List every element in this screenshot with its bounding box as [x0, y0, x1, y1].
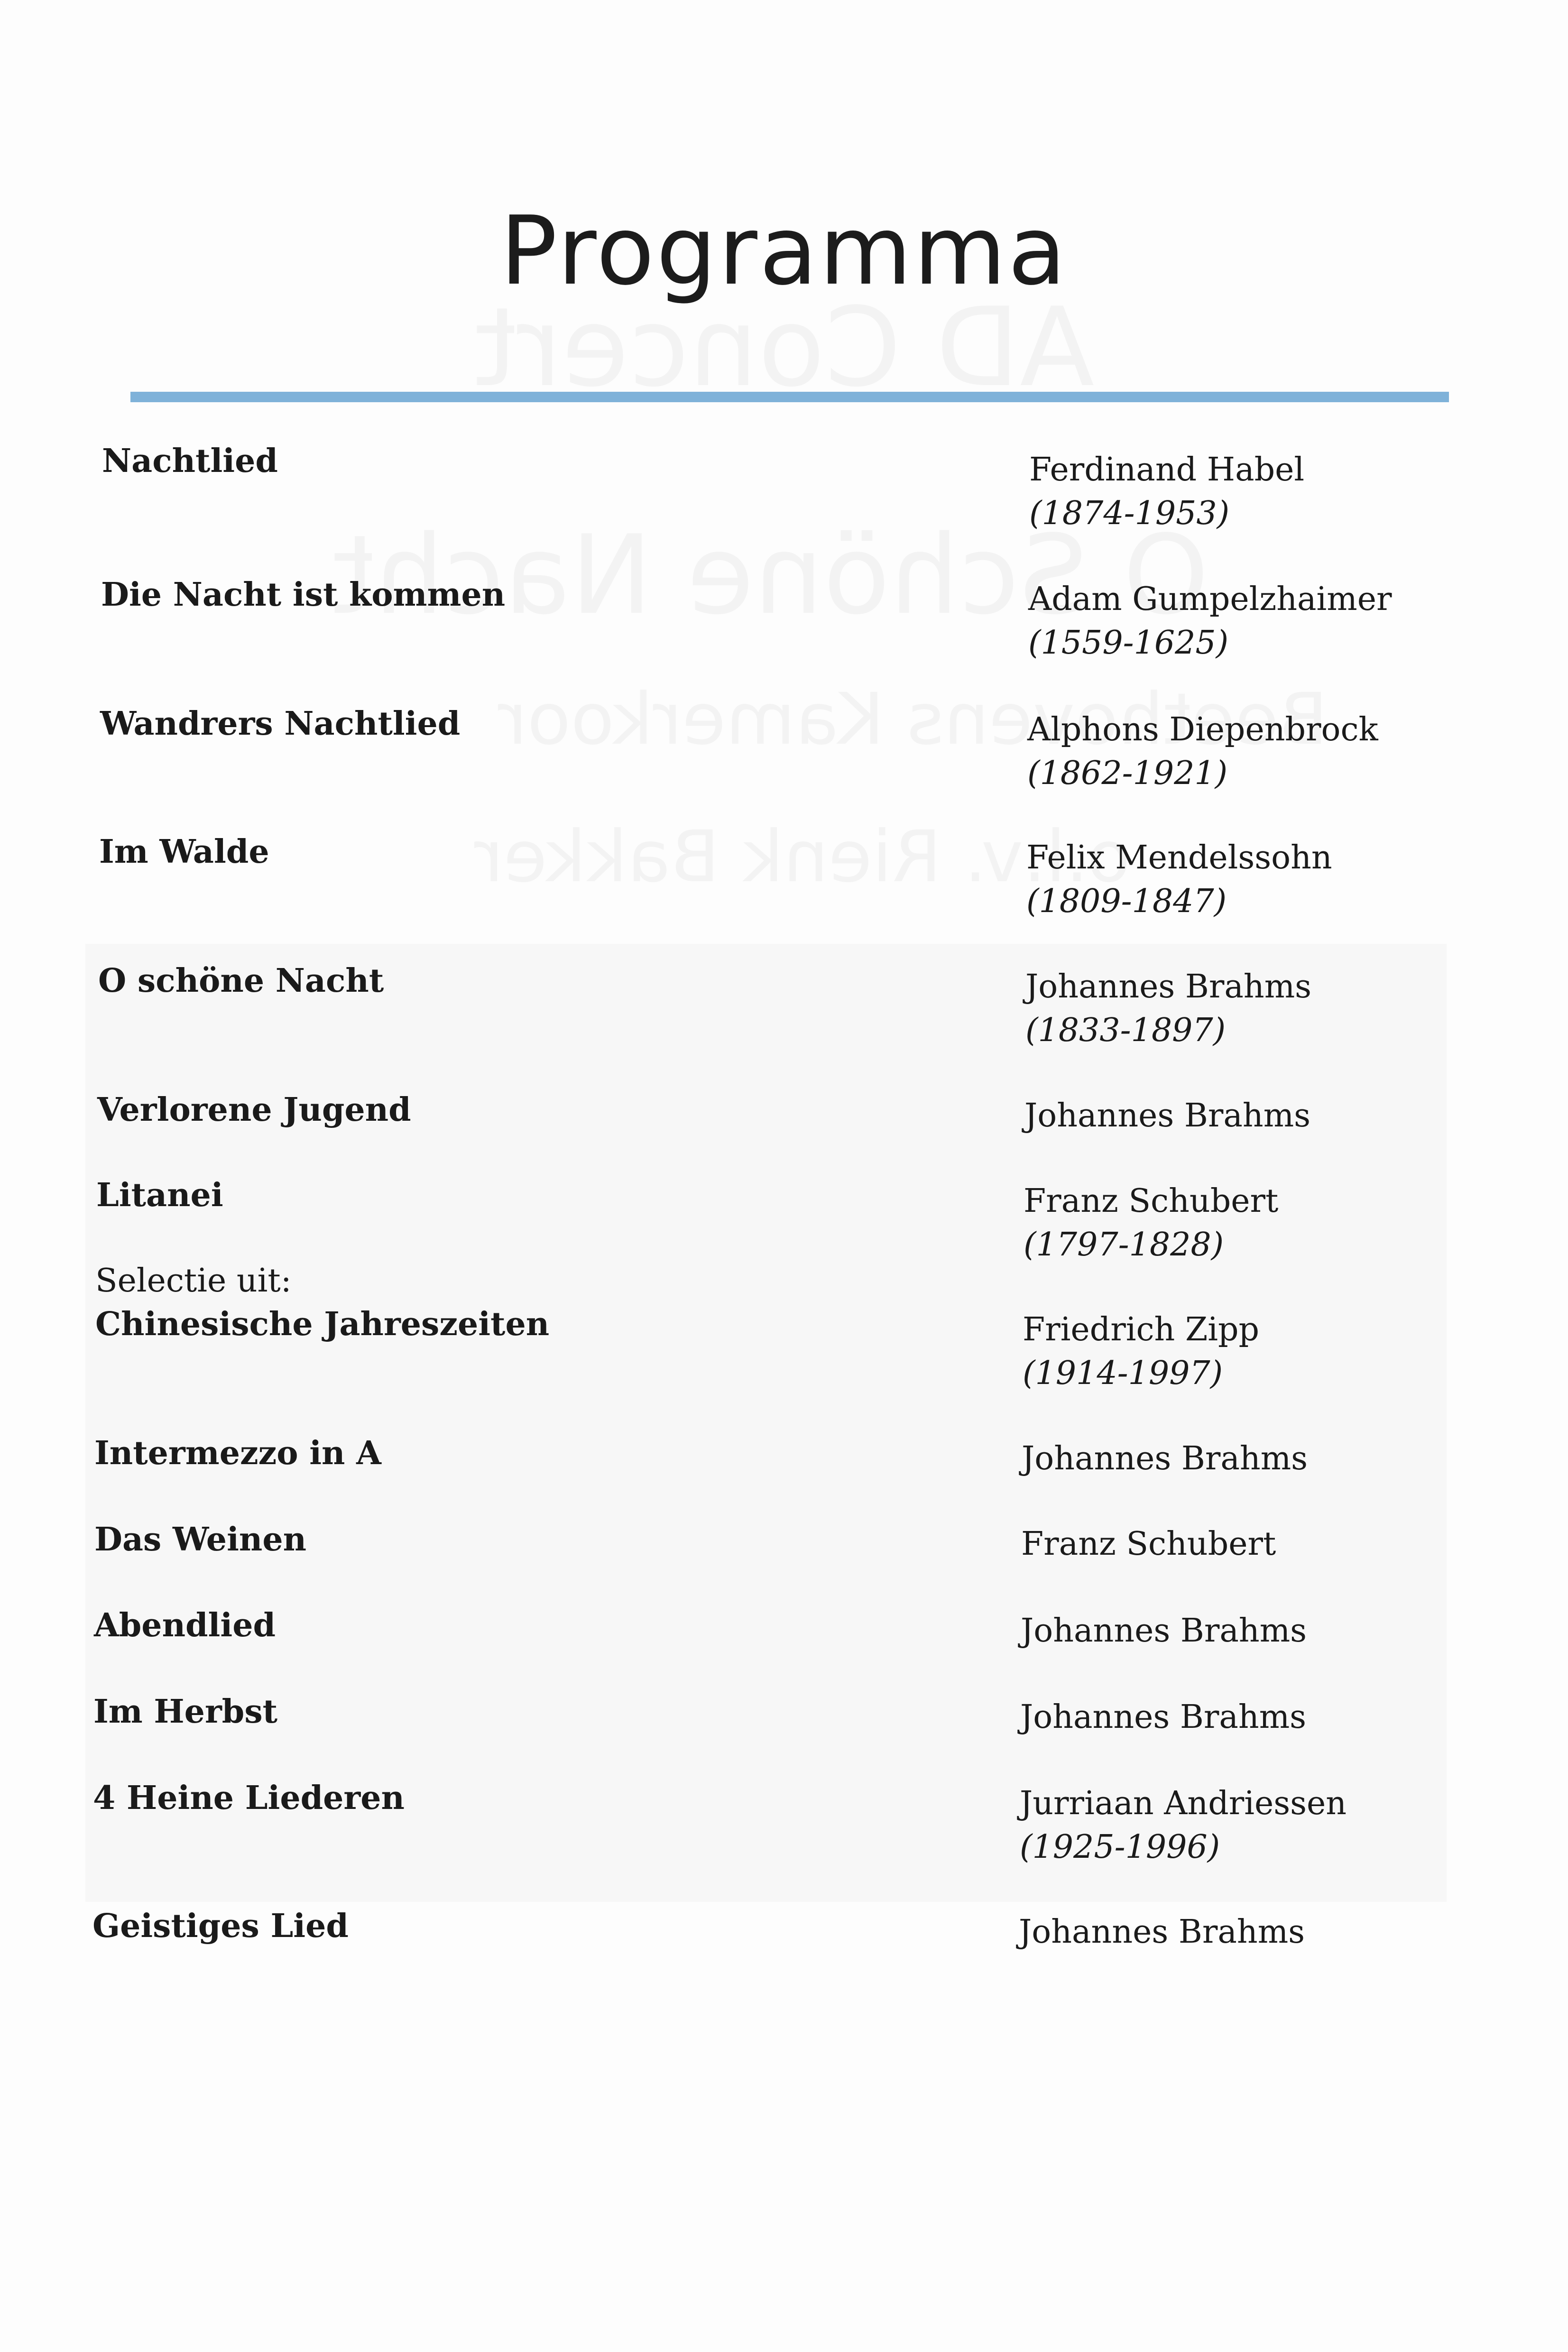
- page-title: Programma: [500, 196, 1068, 306]
- composer-dates: (1559-1625): [1028, 624, 1229, 662]
- composer-name: Felix Mendelssohn: [1026, 839, 1332, 876]
- composer-name: Johannes Brahms: [1020, 1698, 1307, 1736]
- piece-title: Geistiges Lied: [92, 1907, 349, 1945]
- title-underline: [130, 392, 1449, 402]
- piece-title: Die Nacht ist kommen: [101, 576, 506, 614]
- piece-title: Im Herbst: [93, 1693, 278, 1731]
- piece-title: Chinesische Jahreszeiten: [95, 1305, 550, 1343]
- composer-name: Adam Gumpelzhaimer: [1028, 581, 1392, 618]
- composer-dates: (1862-1921): [1027, 755, 1228, 792]
- piece-title: Im Walde: [99, 833, 269, 871]
- composer-name: Franz Schubert: [1021, 1525, 1276, 1563]
- composer-name: Johannes Brahms: [1019, 1913, 1305, 1951]
- piece-title: Nachtlied: [102, 442, 278, 480]
- composer-name: Johannes Brahms: [1021, 1612, 1307, 1650]
- piece-title: O schöne Nacht: [98, 962, 384, 1000]
- piece-title: Wandrers Nachtlied: [100, 705, 461, 743]
- composer-dates: (1809-1847): [1026, 883, 1227, 920]
- composer-name: Franz Schubert: [1024, 1182, 1279, 1220]
- composer-dates: (1797-1828): [1024, 1226, 1224, 1264]
- piece-title: Abendlied: [94, 1606, 276, 1644]
- composer-name: Johannes Brahms: [1022, 1440, 1308, 1477]
- composer-name: Jurriaan Andriessen: [1020, 1785, 1347, 1822]
- piece-title: Verlorene Jugend: [97, 1091, 411, 1129]
- piece-title: 4 Heine Liederen: [93, 1779, 405, 1817]
- composer-name: Johannes Brahms: [1024, 1097, 1311, 1134]
- composer-name: Friedrich Zipp: [1023, 1311, 1260, 1348]
- composer-name: Ferdinand Habel: [1029, 451, 1305, 489]
- piece-title: Intermezzo in A: [94, 1434, 381, 1472]
- composer-dates: (1914-1997): [1023, 1355, 1223, 1392]
- bleed-through-shading: [85, 944, 1447, 1902]
- composer-dates: (1925-1996): [1020, 1828, 1220, 1866]
- composer-name: Johannes Brahms: [1025, 968, 1312, 1005]
- composer-dates: (1874-1953): [1029, 495, 1230, 532]
- piece-title: Litanei: [96, 1176, 223, 1214]
- composer-dates: (1833-1897): [1025, 1012, 1226, 1049]
- piece-title: Das Weinen: [94, 1521, 307, 1559]
- composer-name: Alphons Diepenbrock: [1027, 711, 1378, 748]
- piece-prefix: Selectie uit:: [95, 1262, 292, 1300]
